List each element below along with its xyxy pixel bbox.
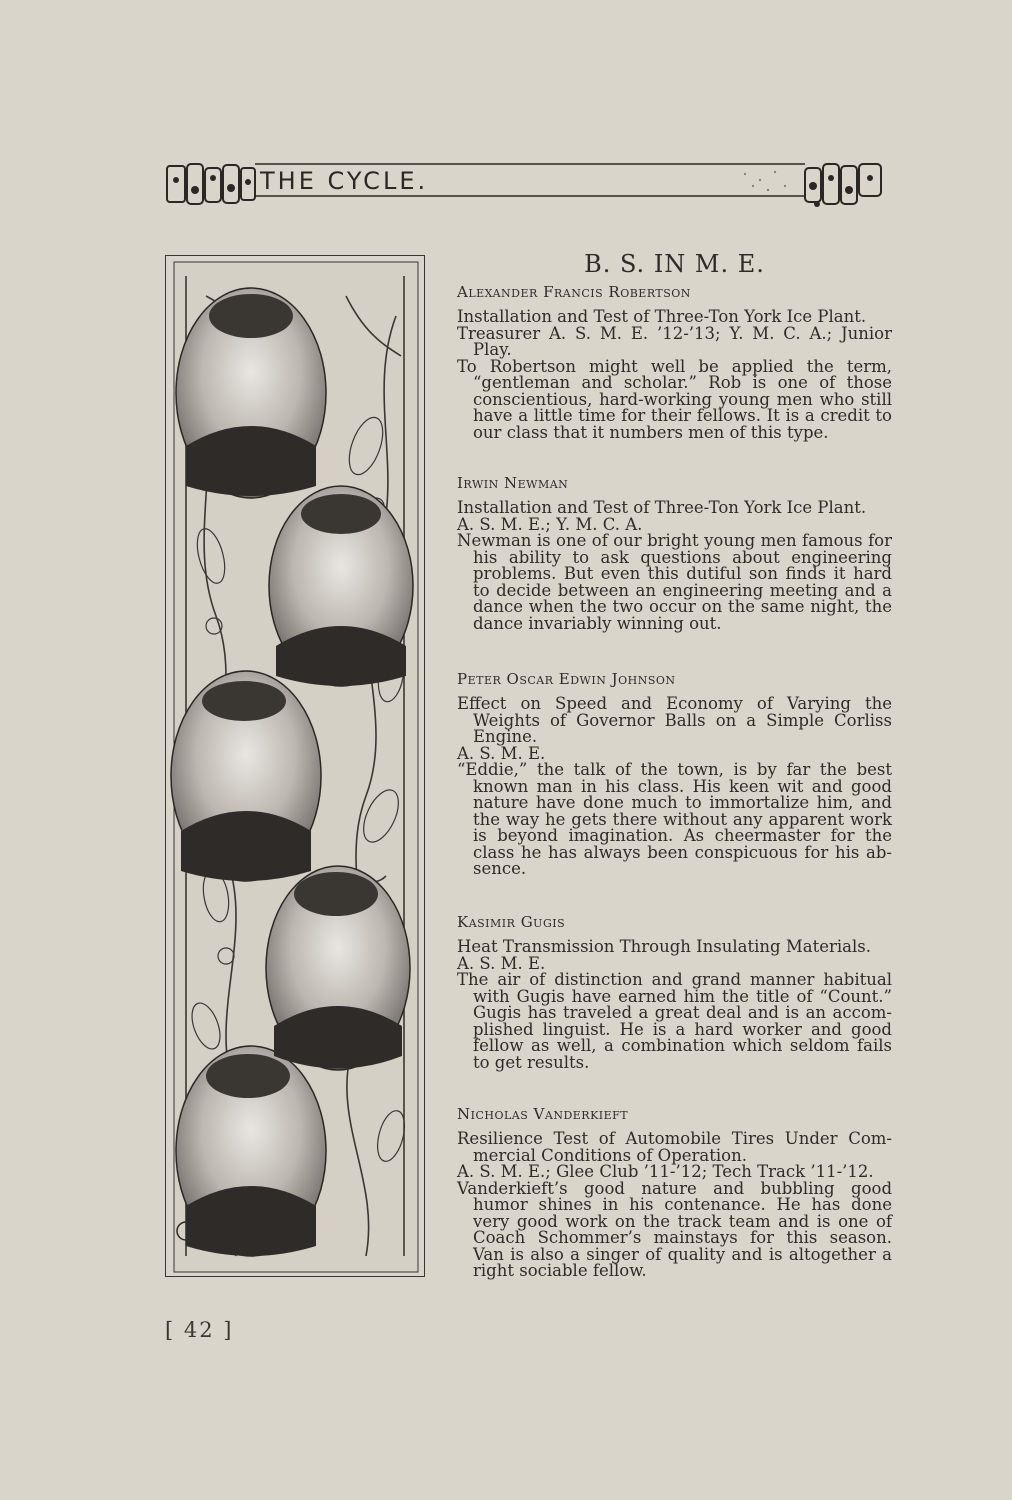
running-head-title: THE CYCLE.: [260, 167, 429, 195]
entry-newman: [457, 474, 892, 632]
biography-text: “Eddie,” the talk of the town, is by far the best known man in his class. His keen wit and good nature have done much to immortalize him, and the way he gets there without any apparent work is beyond imagination. As cheermaster for the class he has always been conspicuous for his ab- sence.: [457, 760, 892, 878]
page-number: [ 42 ]: [165, 1318, 234, 1342]
entry-name: Nicholas Vanderkieft: [457, 1105, 629, 1123]
activities: A. S. M. E.; Glee Club ’11-’12; Tech Track ’11-’12.: [457, 1162, 874, 1181]
section-title: B. S. IN M. E.: [584, 250, 765, 278]
thesis-title: Heat Transmission Through Insulating Materials.: [457, 937, 871, 956]
biography-text: Newman is one of our bright young men famous for his ability to ask questions about engineering problems. But even this dutiful son finds it hard to decide between an engineering meeting and a dance when the two occur on the same night, the dance invariably winning out.: [457, 531, 892, 633]
portrait-panel: [165, 255, 425, 1277]
entry-vanderkieft: [457, 1105, 892, 1280]
entry-name: Kasimir Gugis: [457, 913, 566, 931]
page-header-banner: [165, 160, 890, 208]
biography-text: The air of distinction and grand manner habitual with Gugis have earned him the title of “Count.” Gugis has traveled a great deal and is an accom- plished linguist. He is a hard worker and good fellow as well, a combination which seldom fails to get results.: [457, 970, 892, 1072]
thesis-title: Installation and Test of Three-Ton York Ice Plant.: [457, 498, 867, 517]
biography-text: Vanderkieft’s good nature and bubbling good humor shines in his contenance. He has done very good work on the track team and is one of Coach Schommer’s mainstays for this season. Van is also a singer of quality and is altogether a right sociable fellow.: [457, 1178, 892, 1280]
activities: A. S. M. E.: [457, 953, 546, 973]
activities: A. S. M. E.; Y. M. C. A.: [457, 514, 643, 534]
thesis-title: Effect on Speed and Economy of Varying the Weights of Governor Balls on a Simple Corliss Engine.: [457, 694, 892, 746]
entry-gugis: [457, 913, 892, 1071]
biography-text: To Robertson might well be applied the term, “gentleman and scholar.” Rob is one of those conscientious, hard-working young men who still have a little time for their fellows. It is a credit to our class that it numbers men of this type.: [457, 356, 892, 442]
thesis-title: Resilience Test of Automobile Tires Under Com- mercial Conditions of Operation.: [457, 1129, 892, 1165]
biography-column: [457, 250, 892, 1280]
floral-background: [166, 256, 426, 1278]
thesis-title: Installation and Test of Three-Ton York Ice Plant.: [457, 307, 867, 326]
entry-johnson: [457, 670, 892, 878]
activities: Treasurer A. S. M. E. ’12-’13; Y. M. C. A.; Junior Play.: [457, 323, 892, 359]
entry-name: Peter Oscar Edwin Johnson: [457, 670, 676, 688]
activities: A. S. M. E.: [457, 743, 546, 763]
entry-name: Irwin Newman: [457, 474, 569, 492]
entry-name: Alexander Francis Robertson: [457, 283, 691, 301]
entry-robertson: [457, 283, 892, 441]
